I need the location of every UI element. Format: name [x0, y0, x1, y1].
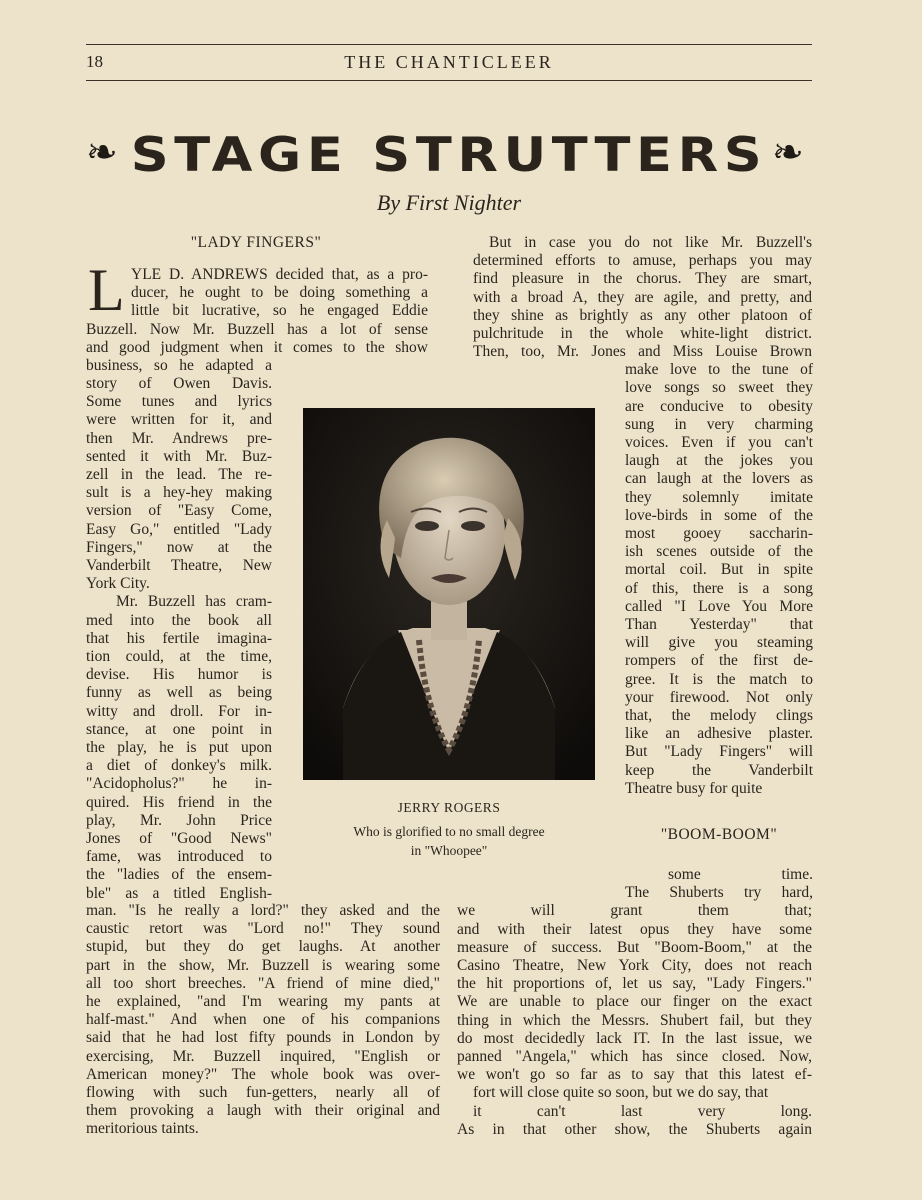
text-line: Mr. Buzzell has cram- — [116, 593, 272, 611]
text-line: Casino Theatre, New York City, does not reach — [457, 957, 812, 974]
text-line: Vanderbilt Theatre, New — [86, 557, 272, 574]
page-number: 18 — [86, 52, 103, 71]
text-line: can laugh at the lovers as — [625, 470, 813, 488]
text-line: YLE D. ANDREWS decided that, as a pro- — [131, 266, 428, 283]
article-title: STAGE STRUTTERS — [130, 128, 768, 183]
text-line: with a broad A, they are agile, and pretty, and — [473, 288, 812, 306]
text-line: like an adhesive plaster. — [625, 725, 813, 743]
text-line: keep the Vanderbilt — [625, 761, 813, 779]
text-line: sult is a hey-hey making — [86, 484, 272, 502]
text-line: find pleasure in the chorus. They are smart, — [473, 270, 812, 288]
text-line: funny as well as being — [86, 684, 272, 702]
text-line: the hit proportions of, let us say, "Lady Fingers." — [457, 975, 812, 993]
text-line: they shine as brightly as any other platoon of — [473, 306, 812, 324]
text-line: pulchritude in the whole white-light district. — [473, 325, 812, 342]
drop-cap: L — [88, 257, 125, 323]
text-line: Then, too, Mr. Jones and Miss Louise Brown — [473, 343, 812, 361]
header-top-rule — [86, 44, 812, 45]
text-line: exercising, Mr. Buzzell inquired, "English or — [86, 1047, 440, 1065]
text-line: he explained, "and I'm wearing my pants at — [86, 993, 440, 1010]
text-line: man. "Is he really a lord?" they asked and the — [86, 902, 440, 919]
text-line: half-mast." And when one of his companions — [86, 1011, 440, 1029]
text-line: quired. His friend in the — [86, 793, 272, 811]
section-heading-lady-fingers: "LADY FINGERS" — [190, 234, 322, 251]
text-line: love-birds in some of the — [625, 506, 813, 524]
text-line: tion could, at the time, — [86, 648, 272, 665]
text-line: make love to the tune of — [625, 361, 813, 379]
text-line: and with their latest opus they have some — [457, 920, 812, 938]
text-line: ducer, he ought to be doing something a — [131, 284, 428, 302]
text-line: York City. — [86, 575, 150, 593]
text-line: stupid, but they do get laughs. At another — [86, 938, 440, 956]
text-line: Some tunes and lyrics — [86, 393, 272, 411]
portrait-photo — [303, 408, 595, 780]
text-line: that, the melody clings — [625, 707, 813, 724]
text-line: mortal coil. But in spite — [625, 561, 813, 579]
text-line: they solemnly imitate — [625, 488, 813, 506]
text-line: we will grant them that; — [457, 902, 812, 920]
photo-caption — [300, 822, 598, 860]
text-line: the play, he is put upon — [86, 739, 272, 756]
text-line: zell in the lead. The re- — [86, 466, 272, 483]
text-line: American money?" The whole book was over- — [86, 1065, 440, 1083]
text-line: play, Mr. John Price — [86, 811, 272, 829]
text-line: part in the show, Mr. Buzzell is wearing some — [86, 956, 440, 974]
text-line: said that he had lost fifty pounds in London by — [86, 1029, 440, 1047]
section-heading-boom-boom: "BOOM-BOOM" — [660, 826, 778, 843]
text-line: Than Yesterday" that — [625, 616, 813, 633]
text-line: do most decidedly lack IT. In the last issue, we — [457, 1029, 812, 1047]
text-line: Jones of "Good News" — [86, 830, 272, 847]
text-line: Easy Go," entitled "Lady — [86, 520, 272, 538]
text-line: med into the book all — [86, 611, 272, 629]
text-line: your firewood. Not only — [625, 688, 813, 706]
text-line: measure of success. But "Boom-Boom," at the — [457, 938, 812, 956]
text-line: caustic retort was "Lord no!" They sound — [86, 920, 440, 938]
text-line: all too short breeches. "A friend of mine died," — [86, 974, 440, 992]
ornament-left-icon: ❧ — [86, 130, 118, 174]
text-line: Theatre busy for quite — [625, 779, 763, 797]
text-line: Fingers," now at the — [86, 538, 272, 556]
text-line: the "ladies of the ensem- — [86, 866, 272, 884]
text-line: sented it with Mr. Buz- — [86, 447, 272, 465]
ornament-right-icon: ❧ — [772, 130, 804, 174]
text-line: of this, there is a song — [625, 579, 813, 597]
text-line: story of Owen Davis. — [86, 375, 272, 392]
text-line: laugh at the jokes you — [625, 452, 813, 470]
text-line: we won't go so far as to say that this latest ef- — [457, 1066, 812, 1084]
header-bottom-rule — [86, 80, 812, 81]
text-line: flowing with such fun-getters, nearly all of — [86, 1084, 440, 1101]
text-line: business, so he adapted a — [86, 356, 272, 374]
text-line: then Mr. Andrews pre- — [86, 429, 272, 447]
text-line: little bit lucrative, so he engaged Eddie — [131, 302, 428, 320]
text-line: most gooey saccharin- — [625, 525, 813, 542]
text-line: thing in which the Messrs. Shubert fail, but they — [457, 1011, 812, 1029]
masthead: THE CHANTICLEER — [344, 52, 554, 72]
photo-caption-line-2: in "Whoopee" — [410, 843, 488, 858]
text-line: were written for it, and — [86, 411, 272, 429]
text-line: are conducive to obesity — [625, 397, 813, 415]
text-line: "Acidopholus?" he in- — [86, 775, 272, 793]
text-line: We are unable to place our finger on the exact — [457, 993, 812, 1011]
text-line: voices. Even if you can't — [625, 434, 813, 451]
text-line: love songs so sweet they — [625, 379, 813, 397]
text-line: a diet of donkey's milk. — [86, 757, 272, 775]
text-line: will give you steaming — [625, 634, 813, 652]
text-line: fort will close quite so soon, but we do say, that — [473, 1084, 769, 1102]
portrait-illustration — [303, 408, 595, 780]
text-line: and good judgment when it comes to the show — [86, 338, 428, 356]
text-line: meritorious taints. — [86, 1120, 199, 1138]
text-line: fame, was introduced to — [86, 848, 272, 866]
text-line: But "Lady Fingers" will — [625, 743, 813, 761]
text-line: it can't last very long. — [473, 1102, 812, 1120]
text-line: Buzzell. Now Mr. Buzzell has a lot of sense — [86, 320, 428, 338]
byline: By First Nighter — [376, 190, 522, 215]
text-line: ble" as a titled English- — [86, 884, 272, 902]
text-line: panned "Angela," which has since closed. Now, — [457, 1048, 812, 1065]
photo-caption-name: JERRY ROGERS — [397, 800, 501, 815]
text-line: rompers of the first de- — [625, 652, 813, 670]
text-line: that his fertile imagina- — [86, 629, 272, 647]
text-line: The Shuberts try hard, — [625, 884, 813, 902]
text-line: As in that other show, the Shuberts again — [457, 1120, 812, 1138]
text-line: version of "Easy Come, — [86, 502, 272, 520]
text-line: sung in very charming — [625, 415, 813, 433]
text-line: some time. — [668, 866, 813, 883]
text-line: stance, at one point in — [86, 720, 272, 738]
text-line: witty and droll. For in- — [86, 702, 272, 720]
text-line: gree. It is the match to — [625, 670, 813, 688]
text-line: them provoking a laugh with their original and — [86, 1102, 440, 1120]
text-line: called "I Love You More — [625, 597, 813, 615]
text-line: But in case you do not like Mr. Buzzell's — [489, 234, 812, 251]
text-line: determined efforts to amuse, perhaps you may — [473, 252, 812, 270]
text-line: ish scenes outside of the — [625, 543, 813, 561]
text-line: devise. His humor is — [86, 666, 272, 684]
photo-caption-line-1: Who is glorified to no small degree — [353, 824, 545, 839]
